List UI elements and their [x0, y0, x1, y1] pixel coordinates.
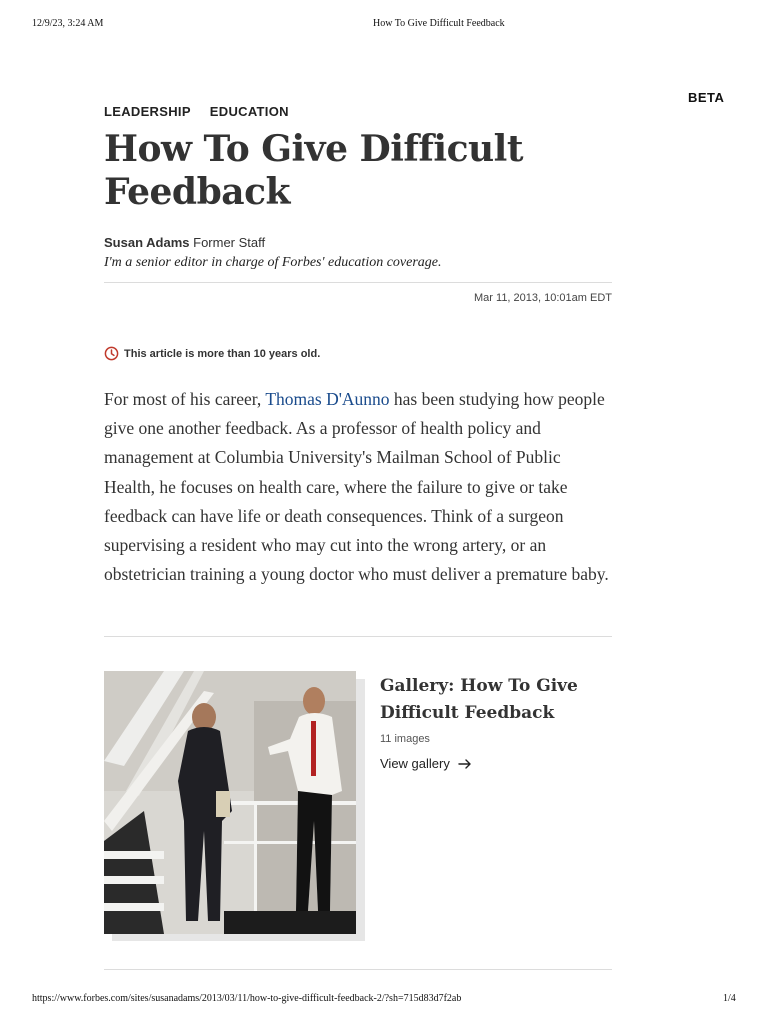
author-line	[104, 235, 265, 250]
paragraph-text-rest: has been studying how people give one another feedback. As a professor of health policy and management at Columbia University's Mailman School of Public Health, he focuses on health care, where the failure to give or take feedback can have life or death consequences. Think of a surgeon supervising a resident who may cut into the wrong artery, or an obstetrician training a young doctor who must deliver a premature baby.	[104, 389, 609, 585]
divider	[104, 282, 612, 283]
beta-badge[interactable]: BETA	[688, 90, 725, 105]
view-gallery-link[interactable]	[380, 756, 472, 771]
author-bio: I'm a senior editor in charge of Forbes' education coverage.	[104, 255, 442, 270]
divider	[104, 636, 612, 637]
author-name[interactable]: Susan Adams	[104, 235, 190, 250]
paragraph-text-start: For most of his career,	[104, 389, 266, 409]
view-gallery-label: View gallery	[380, 756, 450, 771]
divider	[104, 969, 612, 970]
print-page-number: 1/4	[723, 993, 736, 1004]
author-role: Former Staff	[193, 235, 266, 250]
clock-icon	[104, 346, 119, 361]
person-link[interactable]: Thomas D'Aunno	[265, 389, 390, 409]
gallery-image[interactable]	[104, 671, 356, 934]
gallery-image-count: 11 images	[380, 733, 430, 745]
print-datetime: 12/9/23, 3:24 AM	[32, 18, 104, 29]
arrow-right-icon	[458, 759, 472, 769]
age-notice-text: This article is more than 10 years old.	[124, 347, 321, 360]
category-leadership[interactable]: LEADERSHIP	[104, 104, 191, 119]
print-doc-title: How To Give Difficult Feedback	[373, 18, 505, 29]
publish-date: Mar 11, 2013, 10:01am EDT	[474, 292, 612, 304]
article-paragraph	[104, 385, 614, 589]
print-url: https://www.forbes.com/sites/susanadams/2013/03/11/how-to-give-difficult-feedback-2/?sh=715d83d7f2ab	[32, 993, 462, 1004]
article-title: How To Give Difficult Feedback	[104, 128, 523, 213]
age-notice	[104, 346, 320, 361]
category-list	[104, 104, 289, 119]
category-education[interactable]: EDUCATION	[209, 104, 289, 119]
gallery-title[interactable]: Gallery: How To Give Difficult Feedback	[380, 676, 578, 723]
